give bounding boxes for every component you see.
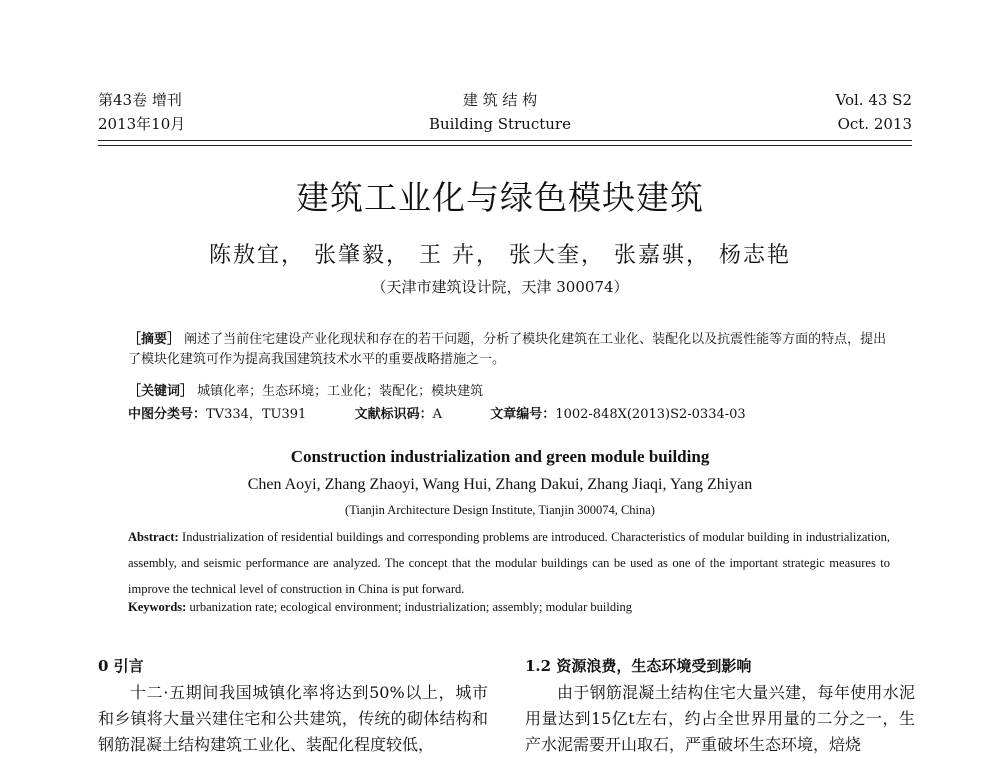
keywords-cn-text: 城镇化率；生态环境；工业化；装配化；模块建筑: [197, 384, 484, 399]
abstract-cn: [128, 330, 888, 370]
keywords-en-label: Keywords:: [128, 600, 187, 614]
date-en: Oct. 2013: [837, 115, 912, 133]
header-rule-bottom: [98, 145, 912, 146]
affiliation: （天津市建筑设计院，天津 300074）: [371, 278, 629, 296]
keywords-en: [128, 600, 890, 615]
abstract-en-label: Abstract:: [128, 530, 179, 544]
section-1-2-paragraph: 由于钢筋混凝土结构住宅大量兴建，每年使用水泥用量达到15亿t左右，约占全世界用量的二分之一，生产水泥需要开山取石，严重破坏生态环境，焙烧: [525, 683, 915, 754]
doc-code-value: A: [432, 407, 443, 422]
english-authors: Chen Aoyi, Zhang Zhaoyi, Wang Hui, Zhang Dakui, Zhang Jiaqi, Yang Zhiyan: [247, 476, 753, 493]
abstract-en: [128, 524, 890, 602]
abstract-cn-label: ［摘要］: [128, 332, 181, 347]
clc-value: TV334，TU391: [206, 407, 307, 422]
english-affiliation: (Tianjin Architecture Design Institute, Tianjin 300074, China): [345, 503, 655, 517]
keywords-cn: [128, 382, 888, 402]
volume-cn: 第43卷 增刊: [98, 91, 182, 109]
body-column-right: [525, 680, 915, 758]
paper-title: 建筑工业化与绿色模块建筑: [296, 178, 704, 217]
abstract-cn-text: 阐述了当前住宅建设产业化现状和存在的若干问题，分析了模块化建筑在工业化、装配化以及抗震性能等方面的特点，提出了模块化建筑可作为提高我国建筑技术水平的重要战略措施之一。: [128, 332, 887, 367]
journal-header-right: [836, 88, 913, 136]
keywords-cn-label: ［关键词］: [128, 384, 194, 399]
volume-en: Vol. 43 S2: [835, 91, 912, 109]
classification-line: [128, 405, 888, 425]
header-rule-top: [98, 140, 912, 141]
author-list: 陈敖宜， 张肇毅， 王 卉， 张大奎， 张嘉骐， 杨志艳: [209, 243, 791, 268]
abstract-en-text: Industrialization of residential buildings and corresponding problems are introduced. Characteristics of modular building in industrialization, assembly, and seismic performance are analyzed. The concept that the modular buildings can be used as one of the important strategic measures to improve the technical level of construction in China is put forward.: [128, 530, 891, 596]
keywords-en-text: urbanization rate; ecological environment; industrialization; assembly; modular building: [189, 600, 633, 614]
date-cn: 2013年10月: [98, 115, 186, 133]
journal-name-cn: 建 筑 结 构: [462, 91, 538, 109]
doc-code-label: 文献标识码：: [354, 407, 433, 422]
article-no-label: 文章编号：: [490, 407, 556, 422]
english-title: Construction industrialization and green module building: [290, 447, 710, 466]
section-0-heading: 0 引言: [98, 657, 144, 675]
clc-label: 中图分类号：: [128, 407, 207, 422]
section-0-paragraph: 十二·五期间我国城镇化率将达到50%以上，城市和乡镇将大量兴建住宅和公共建筑，传统的砌体结构和钢筋混凝土结构建筑工业化、装配化程度较低，: [98, 683, 488, 754]
article-no-value: 1002-848X(2013)S2-0334-03: [555, 407, 746, 422]
section-1-2-heading: 1.2 资源浪费，生态环境受到影响: [525, 657, 752, 675]
body-column-left: [98, 680, 488, 758]
journal-name-en: Building Structure: [429, 115, 571, 133]
